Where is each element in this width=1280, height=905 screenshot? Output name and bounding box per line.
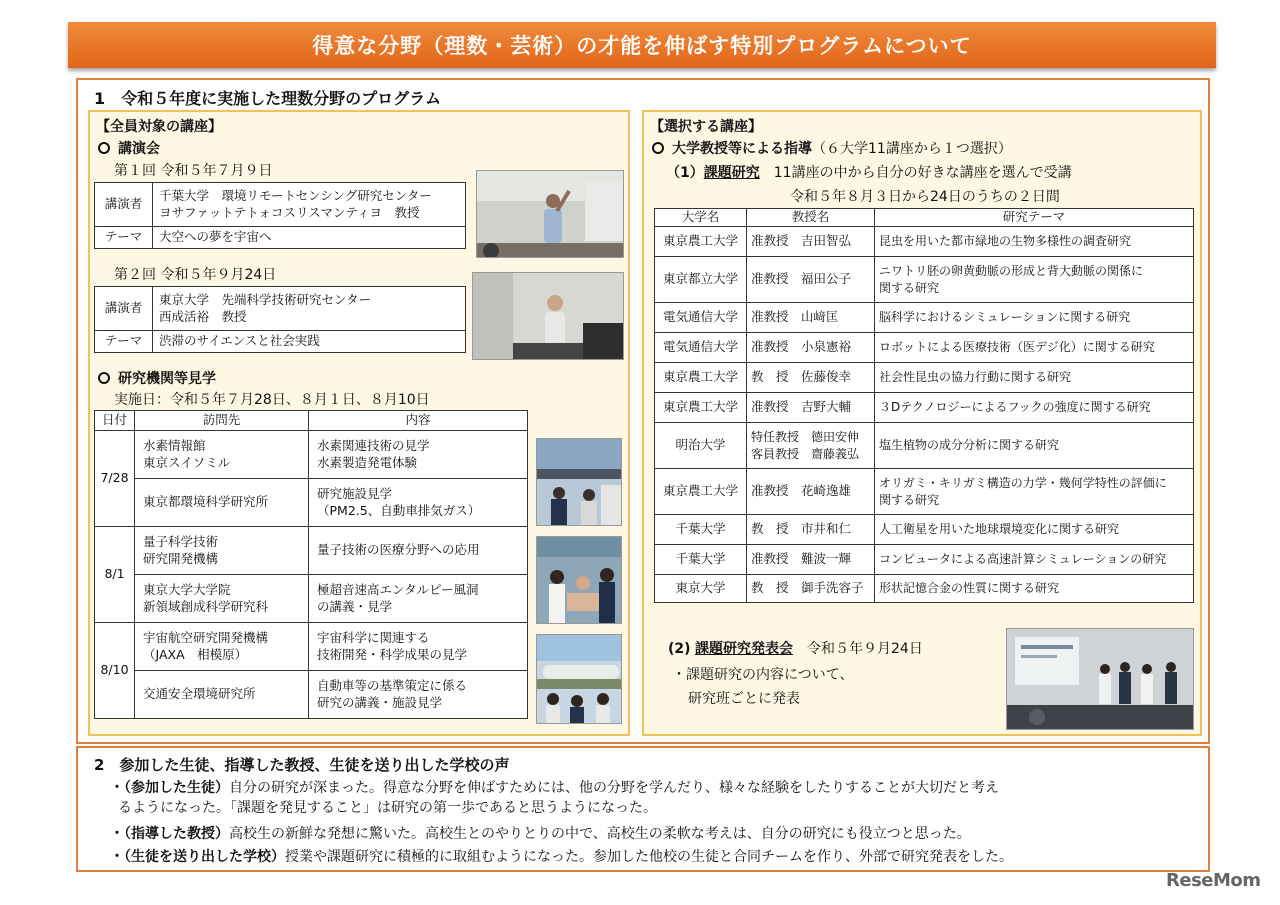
visit-place: 水素情報館 東京スイソミル (135, 431, 309, 479)
lecturer-name: 東京大学 先端科学技術研究センター 西成活裕 教授 (153, 287, 466, 331)
lecturer-name: 千葉大学 環境リモートセンシング研究センター ヨサファットテトォコスリスマンティヨ 教授 (153, 183, 466, 227)
table-row (95, 431, 528, 479)
lecture-1-photo (476, 170, 624, 258)
visit-content: 量子技術の医療分野への応用 (309, 527, 528, 575)
lecture-1-date: 第１回 令和５年７月９日 (114, 163, 273, 179)
research-theme: ３Dテクノロジーによるフックの強度に関する研究 (875, 393, 1194, 423)
table-row (655, 363, 1194, 393)
visit-place: 交通安全環境研究所 (135, 671, 309, 719)
visit-place: 量子科学技術 研究開発機構 (135, 527, 309, 575)
presentation-photo (1006, 628, 1194, 730)
visit-place: 東京都環境科学研究所 (135, 479, 309, 527)
lecturer-label: 講演者 (95, 287, 153, 331)
lecture-1-table (94, 182, 466, 249)
visit-content: 自動車等の基準策定に係る 研究の講義・施設見学 (309, 671, 528, 719)
research-theme: ロボットによる医療技術（医デジ化）に関する研究 (875, 333, 1194, 363)
table-row (95, 671, 528, 719)
univ-name: 東京農工大学 (655, 363, 747, 393)
page-title-banner (68, 22, 1216, 68)
research-theme: 昆虫を用いた都市緑地の生物多様性の調査研究 (875, 227, 1194, 257)
theme-value: 渋滞のサイエンスと社会実践 (153, 331, 466, 353)
research-theme: 脳科学におけるシミュレーションに関する研究 (875, 303, 1194, 333)
table-row (95, 411, 528, 431)
research-dates: 令和５年８月３日から24日のうちの２日間 (790, 189, 1060, 205)
univ-name: 東京農工大学 (655, 227, 747, 257)
research-theme: 社会性昆虫の協力行動に関する研究 (875, 363, 1194, 393)
research-theme: ニワトリ胚の卵黄動脈の形成と背大動脈の関係に 関する研究 (875, 257, 1194, 303)
professor-name: 教 授 御手洗容子 (747, 575, 875, 603)
section-1-title: 1 令和５年度に実施した理数分野のプログラム (94, 89, 441, 108)
univ-name: 千葉大学 (655, 545, 747, 575)
presentation-heading: (2) 課題研究発表会 令和５年９月24日 (668, 641, 923, 657)
visit-content: 水素関連技術の見学 水素製造発電体験 (309, 431, 528, 479)
circle-bullet-icon (98, 142, 110, 154)
table-row (655, 575, 1194, 603)
research-theme: 形状記憶合金の性質に関する研究 (875, 575, 1194, 603)
table-row (655, 303, 1194, 333)
professor-name: 教 授 佐藤俊幸 (747, 363, 875, 393)
table-header: 訪問先 (135, 411, 309, 431)
visit-place: 東京大学大学院 新領域創成科学研究科 (135, 575, 309, 623)
table-row (655, 515, 1194, 545)
page-title: 得意な分野（理数・芸術）の才能を伸ばす特別プログラムについて (312, 34, 972, 58)
univ-name: 千葉大学 (655, 515, 747, 545)
table-header: 内容 (309, 411, 528, 431)
visit-date: 7/28 (95, 431, 135, 527)
table-header: 研究テーマ (875, 209, 1194, 227)
professor-name: 特任教授 德田安伸 客員教授 齋藤義弘 (747, 423, 875, 469)
univ-name: 明治大学 (655, 423, 747, 469)
lecture-2-table (94, 286, 466, 353)
univ-name: 東京都立大学 (655, 257, 747, 303)
univ-name: 東京大学 (655, 575, 747, 603)
table-row (95, 527, 528, 575)
elective-course-panel (642, 110, 1202, 736)
research-theme: 人工衛星を用いた地球環境変化に関する研究 (875, 515, 1194, 545)
visit-date: 8/10 (95, 623, 135, 719)
table-row (95, 331, 466, 353)
table-row (655, 545, 1194, 575)
visit-content: 宇宙科学に関連する 技術開発・科学成果の見学 (309, 623, 528, 671)
professor-name: 教 授 市井和仁 (747, 515, 875, 545)
table-row (655, 423, 1194, 469)
presentation-label: 課題研究発表会 (695, 641, 793, 657)
univ-name: 東京農工大学 (655, 469, 747, 515)
voice-professors: ・（指導した教授）高校生の新鮮な発想に驚いた。高校生とのやりとりの中で、高校生の柔軟な考えは、自分の研究にも役立つと思った。 (110, 826, 971, 842)
resemom-logo: ReseMom (1166, 870, 1261, 891)
table-row (655, 333, 1194, 363)
guidance-heading: 大学教授等による指導（６大学11講座から１つ選択） (652, 138, 1012, 158)
table-row (95, 479, 528, 527)
table-header: 教授名 (747, 209, 875, 227)
visit-photo-2 (536, 536, 622, 624)
table-row (655, 209, 1194, 227)
table-row (95, 575, 528, 623)
visit-date: 8/1 (95, 527, 135, 623)
visit-content: 極超音速高エンタルピー風洞 の講義・見学 (309, 575, 528, 623)
theme-value: 大空への夢を宇宙へ (153, 227, 466, 249)
theme-label: テーマ (95, 227, 153, 249)
table-header: 日付 (95, 411, 135, 431)
voice-students: ・（参加した生徒）自分の研究が深まった。得意な分野を伸ばすためには、他の分野を学んだり、様々な経験をしたりすることが大切だと考え るようになった。「課題を発見すること」は研究の第一歩であると思うようになった。 (110, 780, 999, 817)
professor-name: 准教授 難波一輝 (747, 545, 875, 575)
visit-photo-icon (537, 635, 622, 724)
common-course-panel (88, 110, 630, 736)
visit-photo-icon (537, 439, 622, 526)
visit-photo-icon (537, 537, 622, 624)
lecturer-label: 講演者 (95, 183, 153, 227)
visit-content: 研究施設見学 （PM2.5、自動車排気ガス） (309, 479, 528, 527)
visit-table (94, 410, 528, 719)
visit-photo-3 (536, 634, 622, 724)
lecture-photo-icon (477, 171, 624, 258)
univ-name: 電気通信大学 (655, 303, 747, 333)
visit-heading: 研究機関等見学 (98, 368, 216, 388)
circle-bullet-icon (98, 372, 110, 384)
univ-name: 東京農工大学 (655, 393, 747, 423)
lecture-heading: 講演会 (98, 138, 160, 158)
table-row (95, 227, 466, 249)
professor-name: 准教授 花崎逸雄 (747, 469, 875, 515)
section-1 (76, 78, 1210, 744)
table-row (655, 227, 1194, 257)
presentation-desc-1: ・課題研究の内容について、 (672, 667, 854, 683)
visit-dates: 実施日：令和５年７月28日、８月１日、８月10日 (114, 392, 430, 408)
professor-name: 准教授 吉田智弘 (747, 227, 875, 257)
professor-name: 准教授 吉野大輔 (747, 393, 875, 423)
research-label: 課題研究 (703, 165, 760, 181)
research-theme: コンピュータによる高速計算シミュレーションの研究 (875, 545, 1194, 575)
univ-name: 電気通信大学 (655, 333, 747, 363)
table-row (655, 257, 1194, 303)
section-2 (76, 746, 1210, 872)
table-row (95, 183, 466, 227)
table-header: 大学名 (655, 209, 747, 227)
professor-name: 准教授 山﨑匡 (747, 303, 875, 333)
research-table (654, 208, 1194, 603)
table-row (95, 287, 466, 331)
lecture-2-date: 第２回 令和５年９月24日 (114, 267, 277, 283)
research-theme: 塩生植物の成分分析に関する研究 (875, 423, 1194, 469)
presentation-desc-2: 研究班ごとに発表 (688, 691, 800, 707)
professor-name: 准教授 福田公子 (747, 257, 875, 303)
section-2-title: 2 参加した生徒、指導した教授、生徒を送り出した学校の声 (94, 756, 510, 774)
professor-name: 准教授 小泉憲裕 (747, 333, 875, 363)
theme-label: テーマ (95, 331, 153, 353)
lecture-photo-icon (473, 273, 624, 360)
table-row (95, 623, 528, 671)
lecture-2-photo (472, 272, 624, 360)
circle-bullet-icon (652, 142, 664, 154)
voice-schools: ・（生徒を送り出した学校）授業や課題研究に積極的に取組むようになった。参加した他校の生徒と合同チームを作り、外部で研究発表をした。 (110, 849, 1013, 865)
research-theme: オリガミ・キリガミ構造の力学・幾何学特性の評価に 関する研究 (875, 469, 1194, 515)
visit-place: 宇宙航空研究開発機構 （JAXA 相模原） (135, 623, 309, 671)
presentation-photo-icon (1007, 629, 1194, 730)
common-course-heading: 【全員対象の講座】 (96, 119, 222, 135)
table-row (655, 393, 1194, 423)
visit-photo-1 (536, 438, 622, 526)
elective-course-heading: 【選択する講座】 (650, 119, 762, 135)
table-row (655, 469, 1194, 515)
research-line: （1）課題研究 11講座の中から自分の好きな講座を選んで受講 (666, 165, 1072, 181)
